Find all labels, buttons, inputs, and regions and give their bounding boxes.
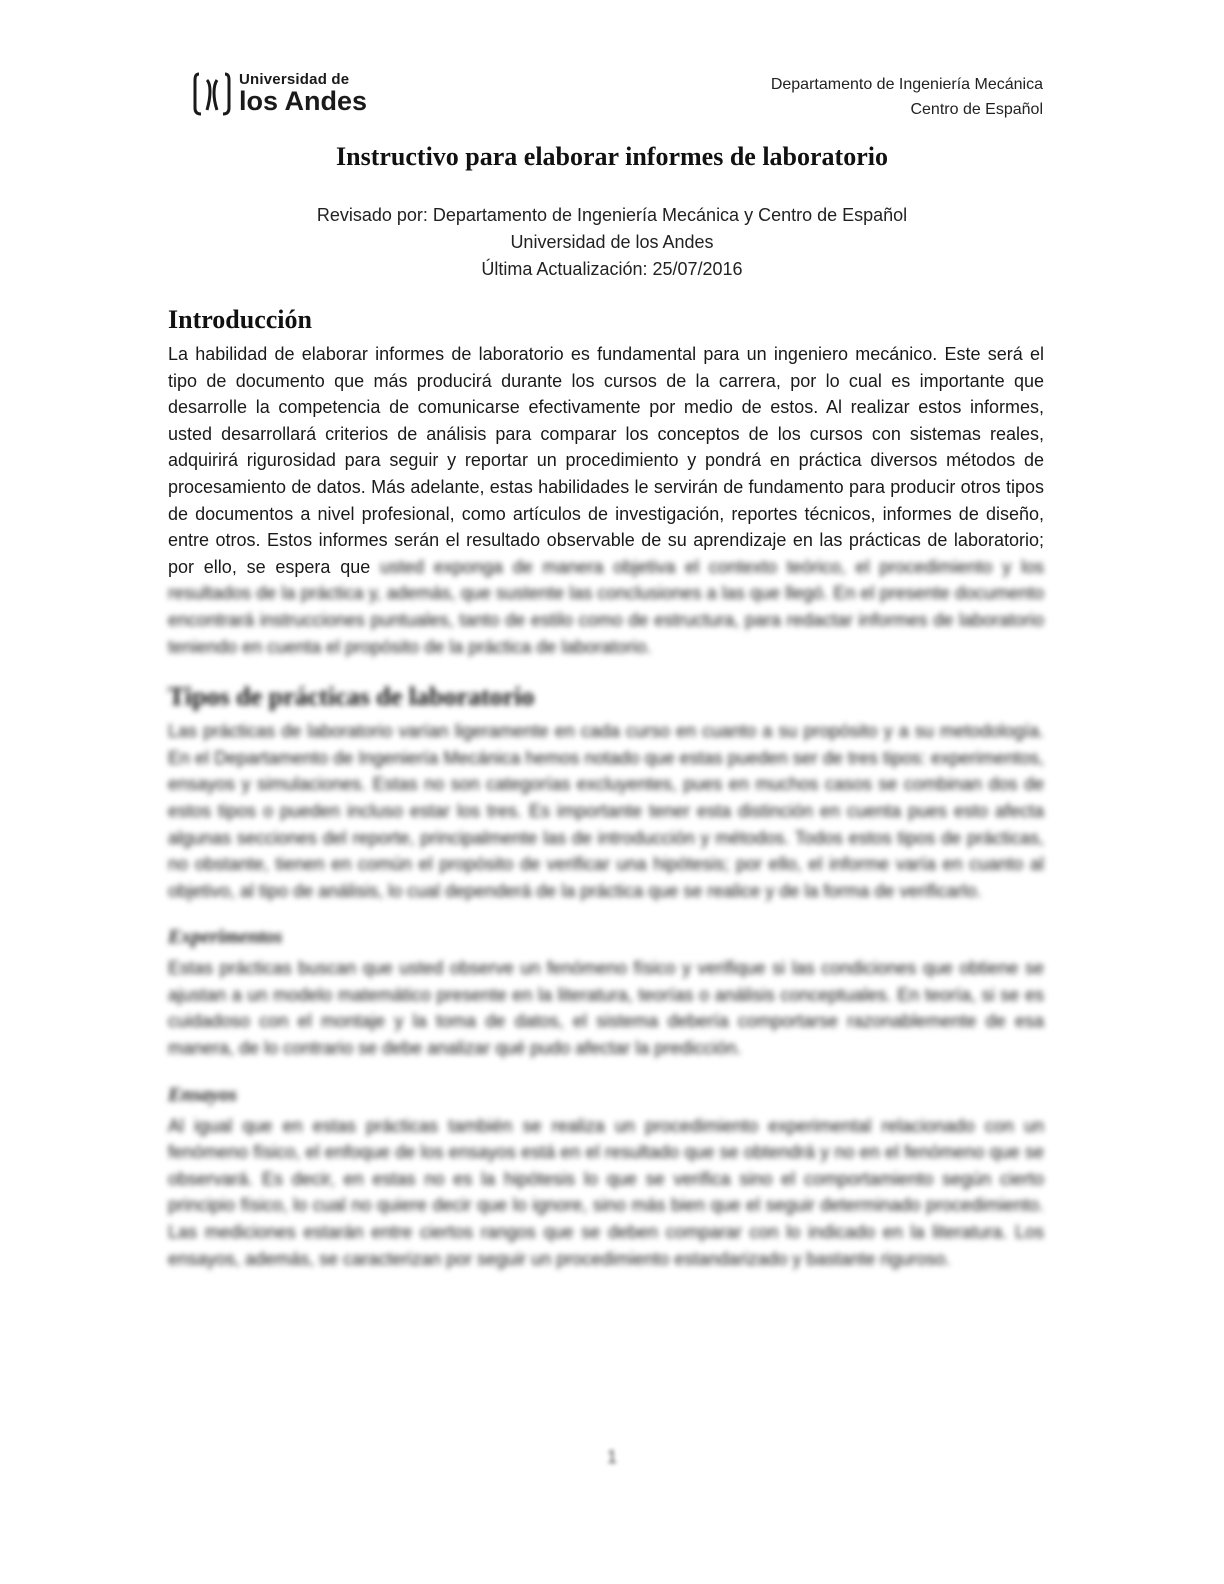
intro-paragraph-blurred: usted exponga de manera objetiva el contexto teórico, el procedimiento y los resultados de la práctica y, además, que sustente las conclusiones a las que llegó. En el presente documento encontrará instrucciones puntuales, tanto de estilo como de estructura, para redactar informes de laboratorio teniendo en cuenta el propósito de la práctica de laboratorio. (168, 556, 1044, 657)
revised-by: Revisado por: Departamento de Ingeniería Mecánica y Centro de Español (316, 205, 908, 225)
intro-paragraph-visible: La habilidad de elaborar informes de laboratorio es fundamental para un ingeniero mecánico. Este será el tipo de documento que más producirá durante los cursos de la carrera, por lo cual es importante que desarrolle la competencia de comunicarse efectivamente por medio de estos. Al realizar estos informes, usted desarrollará criterios de análisis para comparar los conceptos de los cursos con sistemas reales, adquirirá rigurosidad para seguir y reportar un procedimiento y pondrá en práctica diversos métodos de procesamiento de datos. Más adelante, estas habilidades le servirán de fundamento para producir otros tipos de documentos a nivel profesional, como artículos de investigación, reportes técnicos, informes de diseño, entre otros. Estos informes serán el resultado observable de su aprendizaje en las prácticas de laboratorio; por ello, se espera que (168, 344, 1044, 577)
center-name: Centro de Español (910, 101, 1043, 118)
blurred-section (168, 682, 1044, 1272)
department-name: Departamento de Ingeniería Mecánica (770, 76, 1043, 93)
trials-paragraph: Al igual que en estas prácticas también se realiza un procedimiento experimental relacionado con un fenómeno físico, el enfoque de los ensayos está en el resultado que se obtendrá y no en el fenómeno que se observará. Es decir, en estas no es la hipótesis lo que se verifica sino el comportamiento según cierto principio físico, lo cual no quiere decir que lo ignore, sino más bien que el seguir determinado procedimiento. Las mediciones estarán entre ciertos rangos que se deben comparar con lo indicado en la literatura. Los ensayos, además, se caracterizan por seguir un procedimiento estandarizado y bastante riguroso. (168, 1115, 1044, 1269)
university-name: Universidad de los Andes (510, 232, 714, 252)
experiments-heading: Experimentos (168, 926, 283, 949)
los-andes-emblem-icon (193, 70, 231, 116)
intro-paragraph (168, 341, 1044, 660)
document-title: Instructivo para elaborar informes de laboratorio (336, 142, 888, 171)
experiments-paragraph: Estas prácticas buscan que usted observe un fenómeno físico y verifique si las condiciones que obtiene se ajustan a un modelo matemático presente en la literatura, teorías o análisis conceptuales. En teoría, si se es cuidadoso con el montaje y la toma de datos, el sistema debería comportarse razonablemente de esa manera, de lo contrario se debe analizar qué pudo afectar la predicción. (168, 958, 1044, 1059)
document-body (168, 305, 1044, 1272)
logo-line-1: Universidad de (239, 70, 350, 88)
trials-heading: Ensayos (168, 1083, 237, 1106)
document-meta (0, 202, 1224, 283)
types-heading: Tipos de prácticas de laboratorio (168, 682, 535, 712)
page-number: 1 (606, 1447, 617, 1467)
university-logo (193, 70, 367, 116)
intro-heading: Introducción (168, 305, 312, 334)
department-header (771, 72, 1043, 122)
logo-line-2: los Andes (239, 85, 368, 116)
last-updated: Última Actualización: 25/07/2016 (481, 259, 743, 279)
types-paragraph: Las prácticas de laboratorio varían ligeramente en cada curso en cuanto a su propósito y a su metodología. En el Departamento de Ingeniería Mecánica hemos notado que estas pueden ser de tres tipos: experimentos, ensayos y simulaciones. Estas no son categorías excluyentes, pues en muchos casos se combinan dos de estos tipos o pueden incluso estar los tres. Es importante tener esta distinción en cuenta pues esto afecta algunas secciones del reporte, principalmente las de introducción y métodos. Todos estos tipos de prácticas, no obstante, tienen en común el propósito de verificar una hipótesis; por ello, el informe varía en cuanto al objetivo, al tipo de análisis, lo cual dependerá de la práctica que se realice y de la forma de verificarlo. (168, 721, 1044, 901)
